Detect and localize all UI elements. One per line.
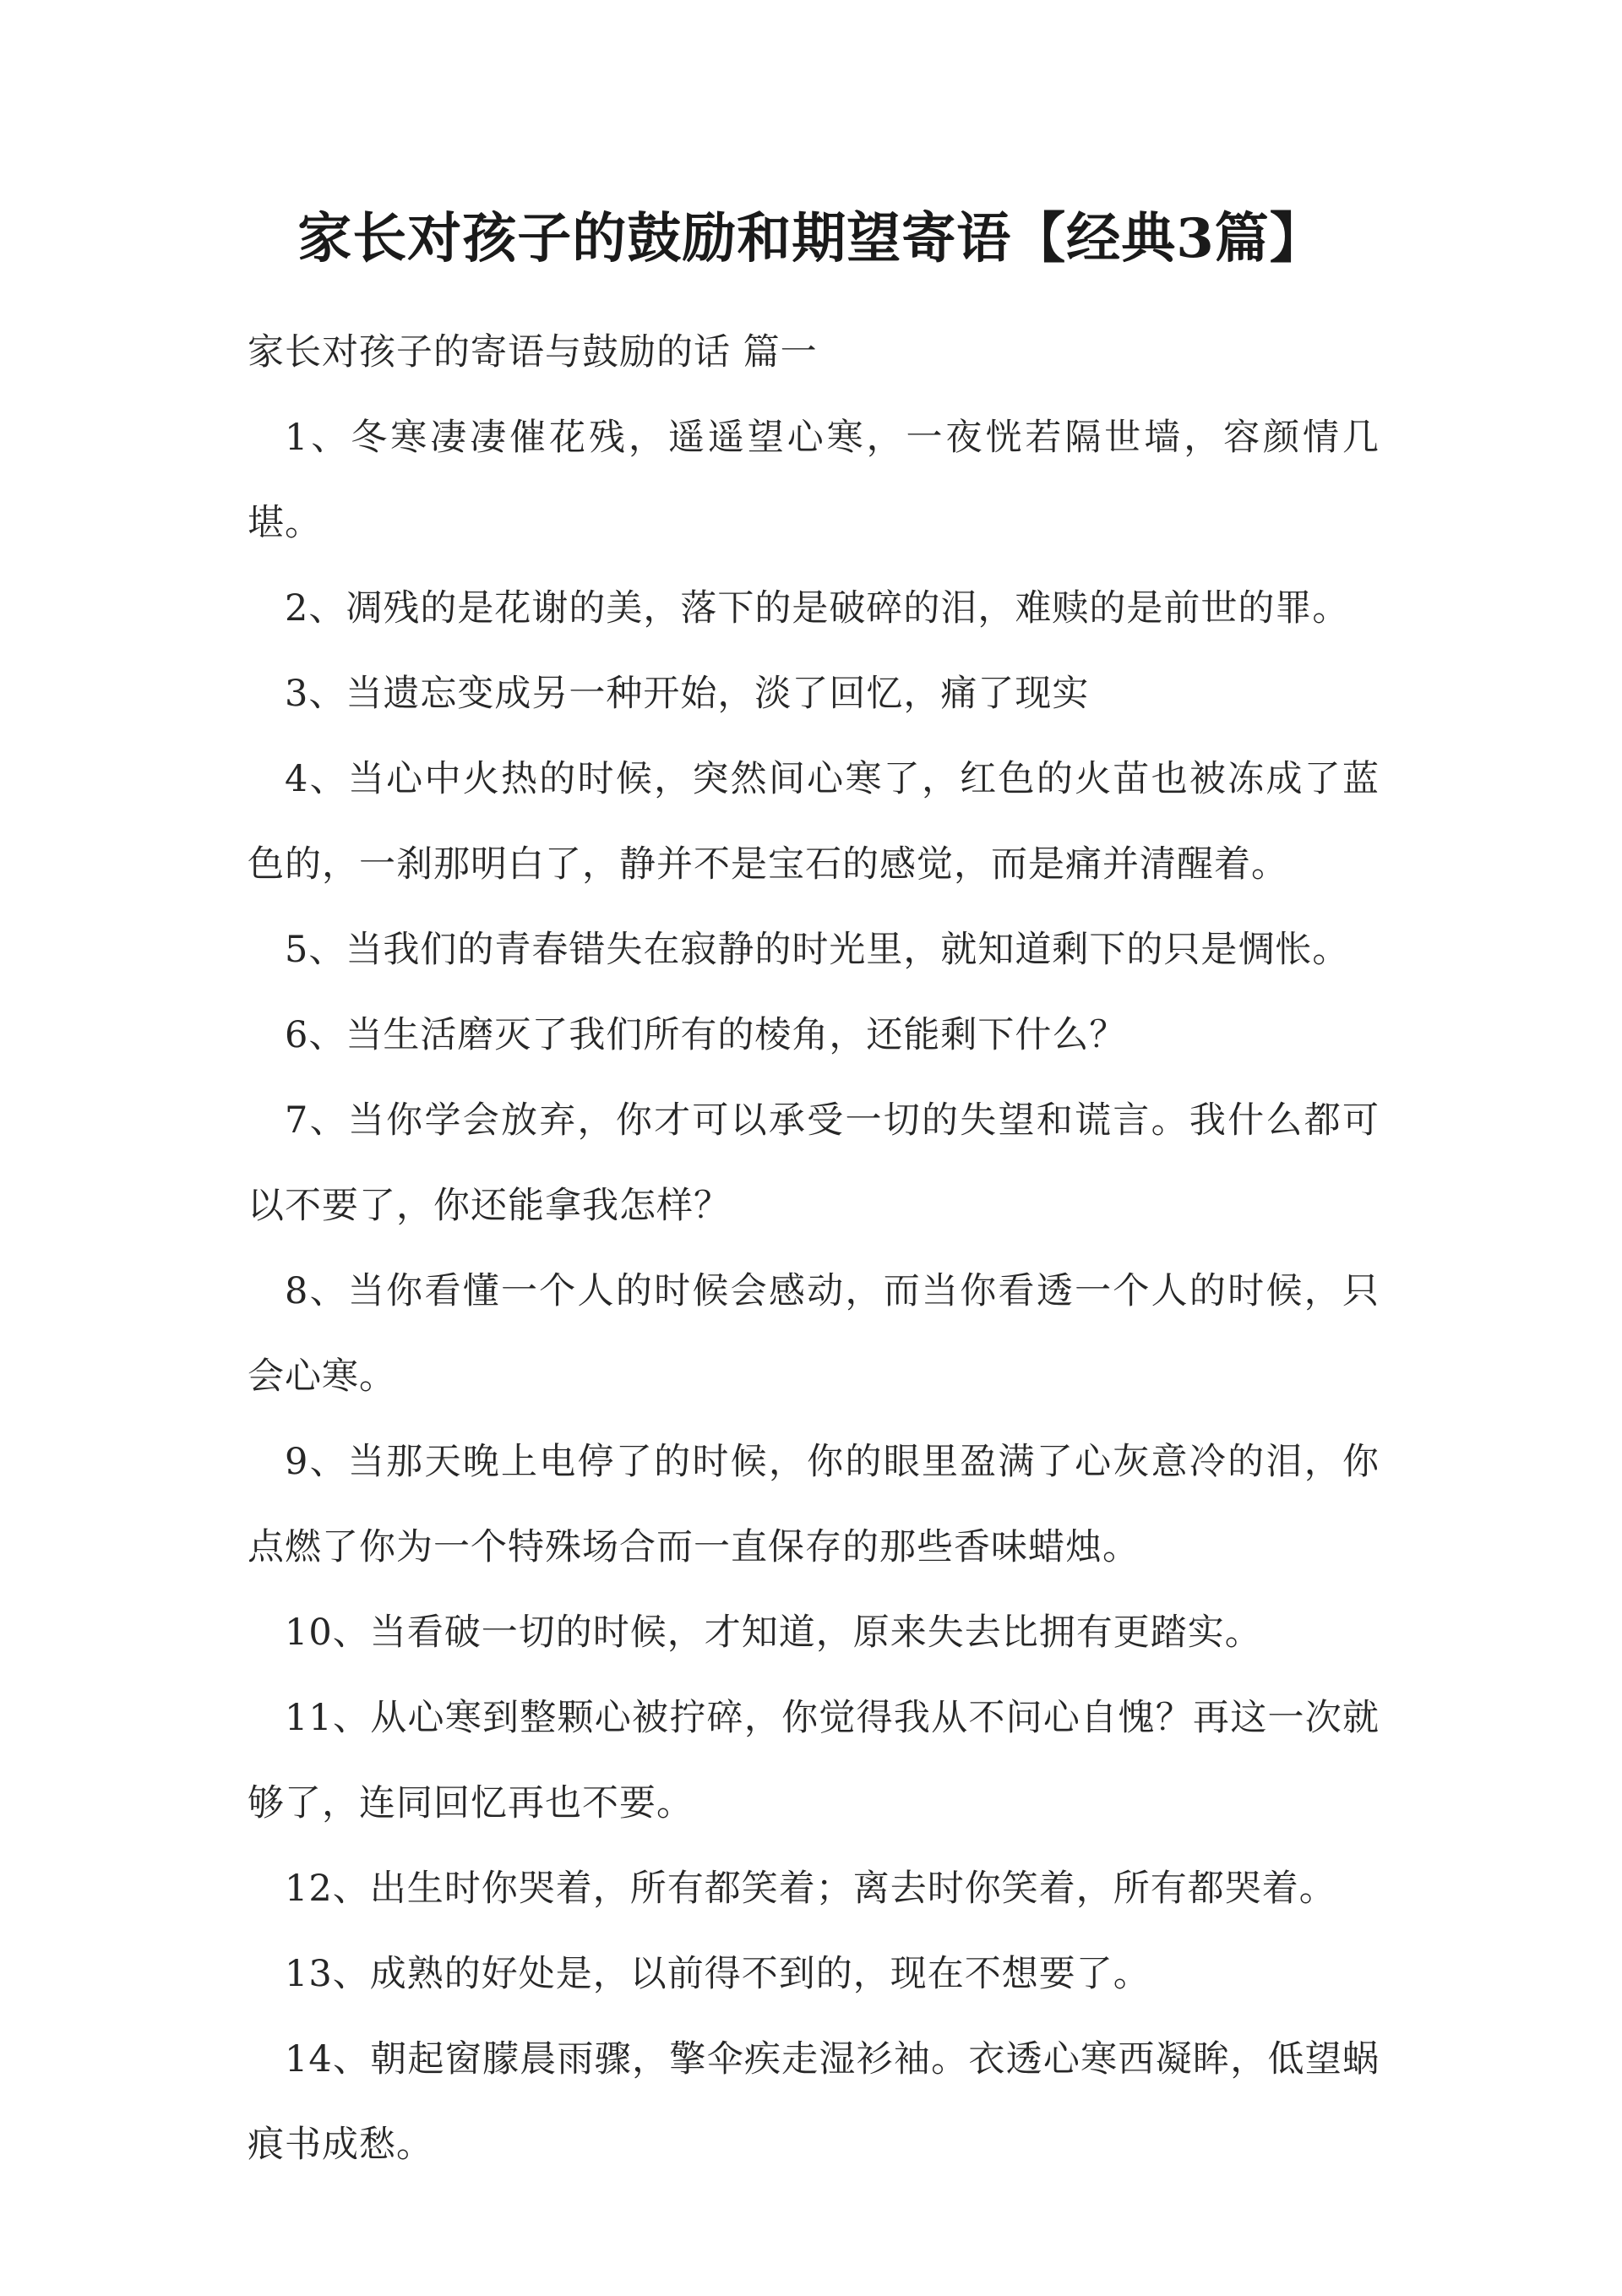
paragraph-10: 10、当看破一切的时候，才知道，原来失去比拥有更踏实。	[285, 1612, 1262, 1654]
paragraph-14: 14、朝起窗朦晨雨骤，擎伞疾走湿衫袖。衣透心寒西凝眸，低望蜗痕书成愁。	[248, 2038, 1380, 2166]
paragraph-1: 1、冬寒凄凄催花残，遥遥望心寒，一夜恍若隔世墙，容颜情几堪。	[248, 417, 1380, 544]
document-body	[248, 310, 1380, 2188]
paragraph-5: 5、当我们的青春错失在寂静的时光里，就知道剩下的只是惆怅。	[285, 929, 1350, 971]
document-title: 家长对孩子的鼓励和期望寄语【经典3篇】	[297, 207, 1325, 270]
paragraph-7: 7、当你学会放弃，你才可以承受一切的失望和谎言。我什么都可以不要了，你还能拿我怎样？	[248, 1099, 1380, 1227]
paragraph-13: 13、成熟的好处是，以前得不到的，现在不想要了。	[285, 1953, 1151, 1995]
paragraph-8: 8、当你看懂一个人的时候会感动，而当你看透一个人的时候，只会心寒。	[248, 1270, 1380, 1398]
paragraph-6: 6、当生活磨灭了我们所有的棱角，还能剩下什么？	[285, 1014, 1127, 1056]
paragraph-9: 9、当那天晚上电停了的时候，你的眼里盈满了心灰意冷的泪，你点燃了你为一个特殊场合而一直保存的那些香味蜡烛。	[248, 1441, 1380, 1568]
section-heading: 家长对孩子的寄语与鼓励的话 篇一	[248, 331, 818, 374]
paragraph-4: 4、当心中火热的时候，突然间心寒了，红色的火苗也被冻成了蓝色的，一刹那明白了，静并不是宝石的感觉，而是痛并清醒着。	[248, 758, 1380, 886]
paragraph-12: 12、出生时你哭着，所有都笑着；离去时你笑着，所有都哭着。	[285, 1868, 1336, 1910]
paragraph-2: 2、凋残的是花谢的美，落下的是破碎的泪，难赎的是前世的罪。	[285, 587, 1350, 630]
paragraph-3: 3、当遗忘变成另一种开始，淡了回忆，痛了现实	[285, 673, 1090, 715]
paragraph-11: 11、从心寒到整颗心被拧碎，你觉得我从不问心自愧？再这一次就够了，连同回忆再也不要。	[248, 1697, 1380, 1824]
